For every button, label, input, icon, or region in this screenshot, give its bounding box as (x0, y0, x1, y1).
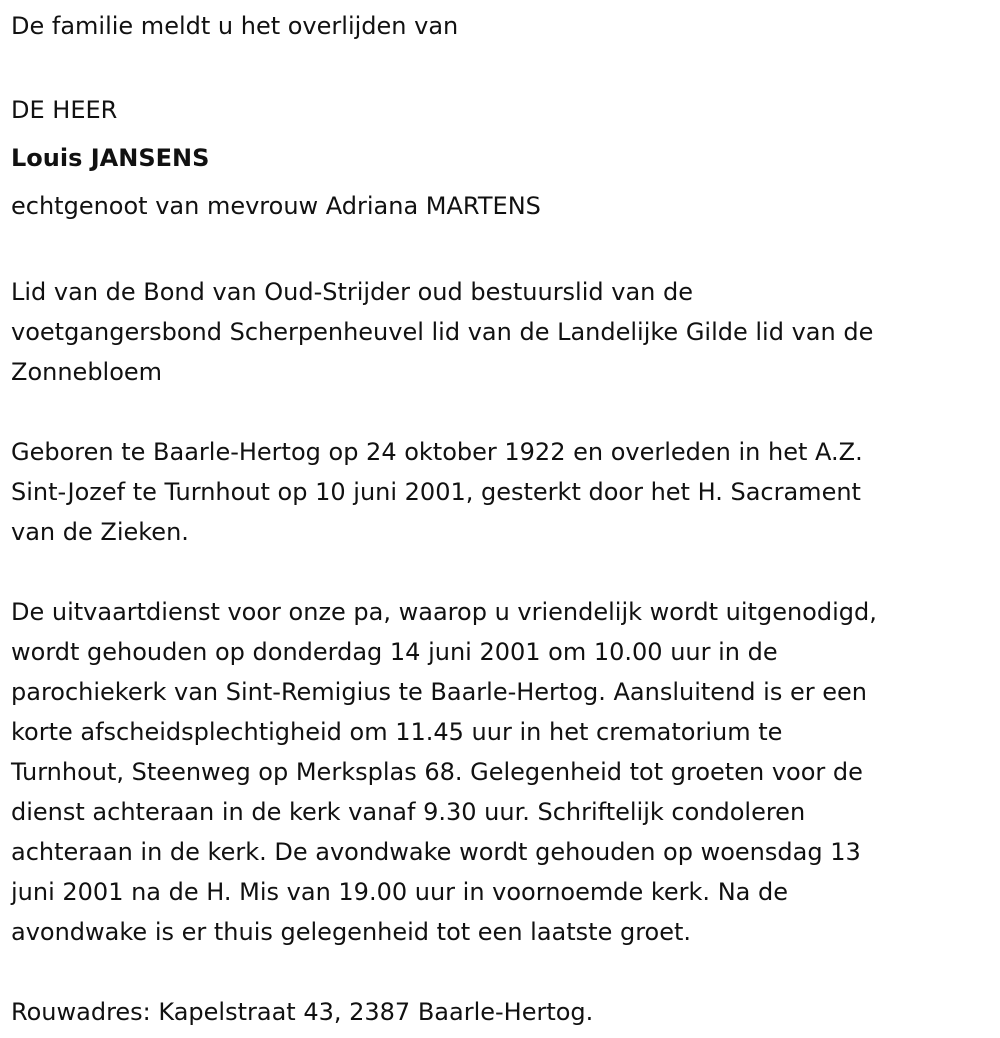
paragraph-line: De uitvaartdienst voor onze pa, waarop u vriendelijk wordt uitgenodigd, (11, 598, 877, 626)
spouse-line: echtgenoot van mevrouw Adriana MARTENS (11, 192, 541, 220)
paragraph-line: van de Zieken. (11, 518, 189, 546)
birth-death-paragraph (11, 432, 991, 552)
mourning-address: Rouwadres: Kapelstraat 43, 2387 Baarle-Hertog. (11, 998, 594, 1026)
honorific-title: DE HEER (11, 96, 118, 124)
paragraph-line: Turnhout, Steenweg op Merksplas 68. Gelegenheid tot groeten voor de (11, 758, 863, 786)
intro-text: De familie meldt u het overlijden van (11, 12, 459, 40)
paragraph-line: voetgangersbond Scherpenheuvel lid van de Landelijke Gilde lid van de (11, 318, 874, 346)
deceased-name: Louis JANSENS (11, 144, 210, 172)
paragraph-line: Sint-Jozef te Turnhout op 10 juni 2001, gesterkt door het H. Sacrament (11, 478, 861, 506)
membership-paragraph (11, 272, 991, 392)
funeral-paragraph (11, 592, 991, 952)
paragraph-line: dienst achteraan in de kerk vanaf 9.30 uur. Schriftelijk condoleren (11, 798, 806, 826)
paragraph-line: wordt gehouden op donderdag 14 juni 2001 om 10.00 uur in de (11, 638, 778, 666)
paragraph-line: korte afscheidsplechtigheid om 11.45 uur in het crematorium te (11, 718, 783, 746)
paragraph-line: Geboren te Baarle-Hertog op 24 oktober 1922 en overleden in het A.Z. (11, 438, 863, 466)
paragraph-line: avondwake is er thuis gelegenheid tot een laatste groet. (11, 918, 692, 946)
paragraph-line: parochiekerk van Sint-Remigius te Baarle-Hertog. Aansluitend is er een (11, 678, 867, 706)
death-notice (11, 0, 991, 1032)
paragraph-line: achteraan in de kerk. De avondwake wordt gehouden op woensdag 13 (11, 838, 861, 866)
paragraph-line: Zonnebloem (11, 358, 163, 386)
paragraph-line: Lid van de Bond van Oud-Strijder oud bestuurslid van de (11, 278, 694, 306)
paragraph-line: juni 2001 na de H. Mis van 19.00 uur in voornoemde kerk. Na de (11, 878, 788, 906)
